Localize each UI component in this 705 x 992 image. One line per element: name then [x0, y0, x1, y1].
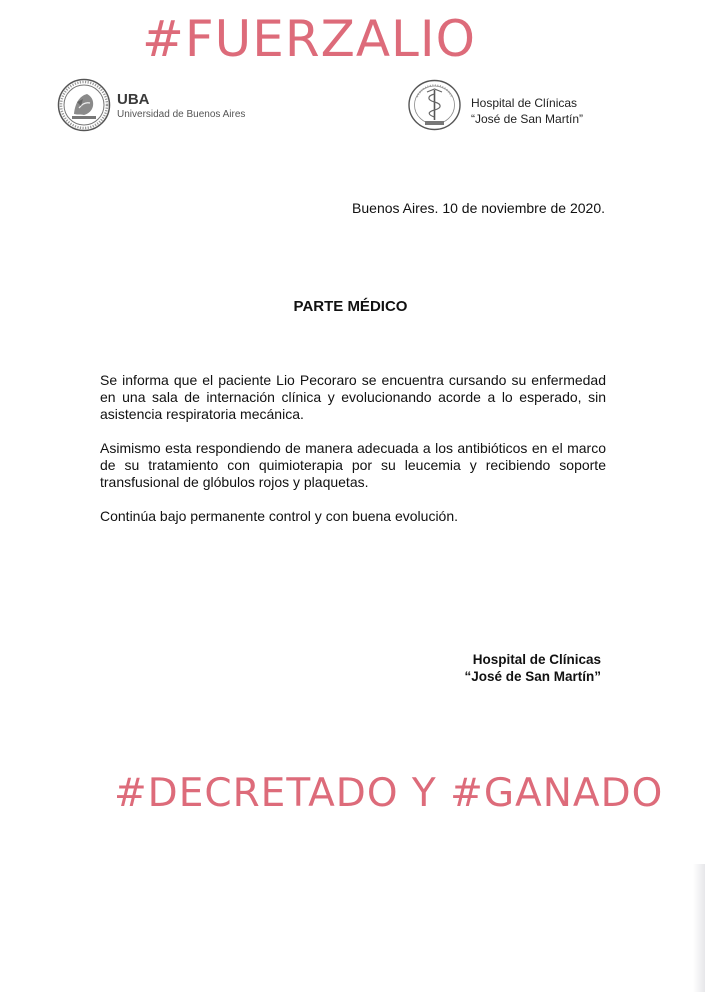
signature-block: [464, 651, 601, 685]
document-title-text: PARTE MÉDICO: [293, 298, 408, 315]
uba-seal-icon: [57, 78, 111, 132]
hashtag-fuerzalio: #FUERZALIO: [142, 10, 476, 68]
uba-full-name: Universidad de Buenos Aires: [117, 109, 246, 120]
paragraph-2: Asimismo esta respondiendo de manera adecuada a los antibióticos en el marco de su tratamiento con quimioterapia por su leucemia y recibiendo soporte transfusional de glóbulos rojos y plaquetas.: [100, 440, 606, 490]
hospital-header-line2: “José de San Martín”: [471, 112, 584, 126]
uba-wordmark: [117, 92, 245, 121]
paragraph-3: Continúa bajo permanente control y con buena evolución.: [100, 508, 459, 524]
hospital-header-line1: Hospital de Clínicas: [471, 96, 578, 110]
document-title: [0, 297, 705, 317]
hospital-seal-icon: [407, 79, 462, 131]
paragraph-1: Se informa que el paciente Lio Pecoraro se encuentra cursando su enfermedad en una sala de internación clínica y evolucionando acorde a lo esperado, sin asistencia respiratoria mecánica.: [100, 372, 606, 422]
document-date: Buenos Aires. 10 de noviembre de 2020.: [352, 200, 605, 216]
hospital-header-name: [471, 95, 583, 127]
signature-line1: Hospital de Clínicas: [472, 652, 601, 667]
page-edge-shadow: [693, 864, 705, 992]
uba-abbreviation: UBA: [117, 91, 150, 108]
hashtag-decretado-ganado: #DECRETADO Y #GANADO: [114, 771, 664, 816]
document-body: [100, 372, 606, 542]
signature-line2: “José de San Martín”: [464, 669, 601, 684]
